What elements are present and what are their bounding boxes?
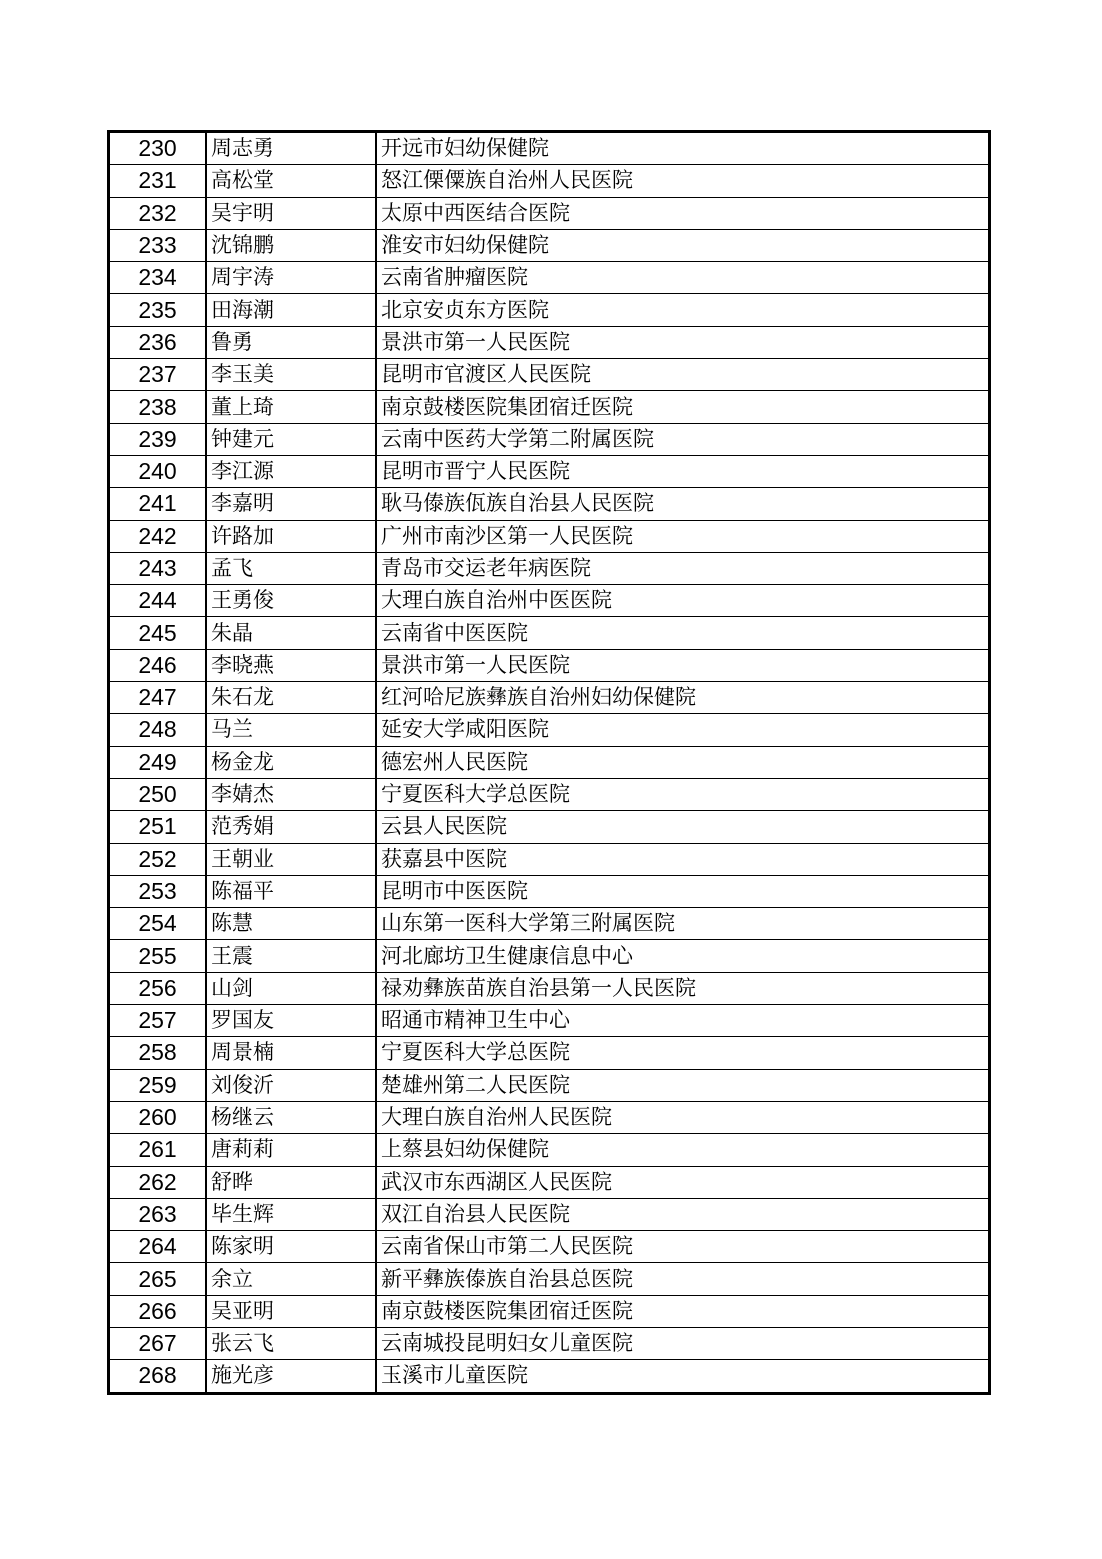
person-name-cell: 吴亚明 — [206, 1295, 376, 1327]
person-name-cell: 杨继云 — [206, 1101, 376, 1133]
row-number-cell: 245 — [109, 617, 207, 649]
table-row — [109, 165, 990, 197]
row-number-cell: 237 — [109, 359, 207, 391]
row-number-cell: 252 — [109, 843, 207, 875]
organization-cell: 武汉市东西湖区人民医院 — [376, 1166, 990, 1198]
row-number-cell: 256 — [109, 972, 207, 1004]
table-row — [109, 617, 990, 649]
row-number-cell: 261 — [109, 1134, 207, 1166]
person-name-cell: 马兰 — [206, 714, 376, 746]
table-row — [109, 1069, 990, 1101]
person-name-cell: 范秀娟 — [206, 811, 376, 843]
table-row — [109, 585, 990, 617]
table-row — [109, 875, 990, 907]
table-row — [109, 132, 990, 165]
table-row — [109, 294, 990, 326]
table-row — [109, 1134, 990, 1166]
person-name-cell: 周景楠 — [206, 1037, 376, 1069]
table-row — [109, 972, 990, 1004]
table-row — [109, 1101, 990, 1133]
person-name-cell: 舒晔 — [206, 1166, 376, 1198]
table-row — [109, 843, 990, 875]
row-number-cell: 250 — [109, 778, 207, 810]
organization-cell: 云南省肿瘤医院 — [376, 262, 990, 294]
organization-cell: 双江自治县人民医院 — [376, 1198, 990, 1230]
table-row — [109, 940, 990, 972]
person-name-cell: 王勇俊 — [206, 585, 376, 617]
table-row — [109, 262, 990, 294]
row-number-cell: 234 — [109, 262, 207, 294]
person-name-cell: 李晓燕 — [206, 649, 376, 681]
organization-cell: 景洪市第一人民医院 — [376, 326, 990, 358]
table-row — [109, 391, 990, 423]
row-number-cell: 246 — [109, 649, 207, 681]
person-name-cell: 李婧杰 — [206, 778, 376, 810]
organization-cell: 新平彝族傣族自治县总医院 — [376, 1263, 990, 1295]
person-name-cell: 李嘉明 — [206, 488, 376, 520]
table-row — [109, 1231, 990, 1263]
table-row — [109, 423, 990, 455]
row-number-cell: 249 — [109, 746, 207, 778]
organization-cell: 延安大学咸阳医院 — [376, 714, 990, 746]
person-name-cell: 李江源 — [206, 455, 376, 487]
person-name-cell: 钟建元 — [206, 423, 376, 455]
table-row — [109, 552, 990, 584]
table-row — [109, 1037, 990, 1069]
table-row — [109, 682, 990, 714]
organization-cell: 玉溪市儿童医院 — [376, 1360, 990, 1393]
organization-cell: 淮安市妇幼保健院 — [376, 229, 990, 261]
organization-cell: 南京鼓楼医院集团宿迁医院 — [376, 391, 990, 423]
table-row — [109, 520, 990, 552]
person-name-cell: 王朝业 — [206, 843, 376, 875]
organization-cell: 红河哈尼族彝族自治州妇幼保健院 — [376, 682, 990, 714]
table-row — [109, 326, 990, 358]
organization-cell: 大理白族自治州中医医院 — [376, 585, 990, 617]
table-row — [109, 746, 990, 778]
person-name-cell: 沈锦鹏 — [206, 229, 376, 261]
person-name-cell: 陈慧 — [206, 908, 376, 940]
person-name-cell: 朱石龙 — [206, 682, 376, 714]
row-number-cell: 235 — [109, 294, 207, 326]
row-number-cell: 239 — [109, 423, 207, 455]
person-name-cell: 李玉美 — [206, 359, 376, 391]
row-number-cell: 244 — [109, 585, 207, 617]
row-number-cell: 257 — [109, 1005, 207, 1037]
person-name-cell: 许路加 — [206, 520, 376, 552]
organization-cell: 云县人民医院 — [376, 811, 990, 843]
organization-cell: 开远市妇幼保健院 — [376, 132, 990, 165]
row-number-cell: 268 — [109, 1360, 207, 1393]
row-number-cell: 263 — [109, 1198, 207, 1230]
organization-cell: 广州市南沙区第一人民医院 — [376, 520, 990, 552]
table-row — [109, 649, 990, 681]
table-row — [109, 1198, 990, 1230]
person-name-cell: 毕生辉 — [206, 1198, 376, 1230]
person-name-cell: 王震 — [206, 940, 376, 972]
table-row — [109, 488, 990, 520]
organization-cell: 耿马傣族佤族自治县人民医院 — [376, 488, 990, 520]
person-name-cell: 唐莉莉 — [206, 1134, 376, 1166]
organization-cell: 云南中医药大学第二附属医院 — [376, 423, 990, 455]
organization-cell: 青岛市交运老年病医院 — [376, 552, 990, 584]
row-number-cell: 267 — [109, 1327, 207, 1359]
table-row — [109, 229, 990, 261]
row-number-cell: 258 — [109, 1037, 207, 1069]
organization-cell: 大理白族自治州人民医院 — [376, 1101, 990, 1133]
organization-cell: 昆明市官渡区人民医院 — [376, 359, 990, 391]
organization-cell: 云南省中医医院 — [376, 617, 990, 649]
roster-table-body — [109, 132, 990, 1394]
row-number-cell: 255 — [109, 940, 207, 972]
organization-cell: 宁夏医科大学总医院 — [376, 778, 990, 810]
table-row — [109, 455, 990, 487]
row-number-cell: 241 — [109, 488, 207, 520]
row-number-cell: 240 — [109, 455, 207, 487]
person-name-cell: 吴宇明 — [206, 197, 376, 229]
table-row — [109, 714, 990, 746]
row-number-cell: 259 — [109, 1069, 207, 1101]
row-number-cell: 260 — [109, 1101, 207, 1133]
person-name-cell: 周志勇 — [206, 132, 376, 165]
table-row — [109, 811, 990, 843]
organization-cell: 获嘉县中医院 — [376, 843, 990, 875]
row-number-cell: 264 — [109, 1231, 207, 1263]
organization-cell: 河北廊坊卫生健康信息中心 — [376, 940, 990, 972]
table-row — [109, 1295, 990, 1327]
person-name-cell: 孟飞 — [206, 552, 376, 584]
row-number-cell: 248 — [109, 714, 207, 746]
table-row — [109, 197, 990, 229]
row-number-cell: 233 — [109, 229, 207, 261]
row-number-cell: 243 — [109, 552, 207, 584]
person-name-cell: 周宇涛 — [206, 262, 376, 294]
roster-table — [107, 130, 991, 1395]
row-number-cell: 247 — [109, 682, 207, 714]
organization-cell: 南京鼓楼医院集团宿迁医院 — [376, 1295, 990, 1327]
organization-cell: 太原中西医结合医院 — [376, 197, 990, 229]
person-name-cell: 陈福平 — [206, 875, 376, 907]
organization-cell: 景洪市第一人民医院 — [376, 649, 990, 681]
organization-cell: 昆明市中医医院 — [376, 875, 990, 907]
person-name-cell: 余立 — [206, 1263, 376, 1295]
organization-cell: 禄劝彝族苗族自治县第一人民医院 — [376, 972, 990, 1004]
person-name-cell: 张云飞 — [206, 1327, 376, 1359]
table-row — [109, 359, 990, 391]
row-number-cell: 231 — [109, 165, 207, 197]
organization-cell: 德宏州人民医院 — [376, 746, 990, 778]
table-row — [109, 1327, 990, 1359]
person-name-cell: 鲁勇 — [206, 326, 376, 358]
table-row — [109, 1263, 990, 1295]
person-name-cell: 杨金龙 — [206, 746, 376, 778]
person-name-cell: 董上琦 — [206, 391, 376, 423]
row-number-cell: 265 — [109, 1263, 207, 1295]
organization-cell: 昆明市晋宁人民医院 — [376, 455, 990, 487]
row-number-cell: 251 — [109, 811, 207, 843]
person-name-cell: 山剑 — [206, 972, 376, 1004]
row-number-cell: 230 — [109, 132, 207, 165]
organization-cell: 山东第一医科大学第三附属医院 — [376, 908, 990, 940]
row-number-cell: 238 — [109, 391, 207, 423]
row-number-cell: 236 — [109, 326, 207, 358]
person-name-cell: 朱晶 — [206, 617, 376, 649]
organization-cell: 昭通市精神卫生中心 — [376, 1005, 990, 1037]
organization-cell: 怒江傈僳族自治州人民医院 — [376, 165, 990, 197]
row-number-cell: 253 — [109, 875, 207, 907]
person-name-cell: 施光彦 — [206, 1360, 376, 1393]
organization-cell: 北京安贞东方医院 — [376, 294, 990, 326]
table-row — [109, 1360, 990, 1393]
row-number-cell: 254 — [109, 908, 207, 940]
person-name-cell: 陈家明 — [206, 1231, 376, 1263]
person-name-cell: 刘俊沂 — [206, 1069, 376, 1101]
person-name-cell: 高松堂 — [206, 165, 376, 197]
table-row — [109, 1166, 990, 1198]
row-number-cell: 266 — [109, 1295, 207, 1327]
organization-cell: 云南城投昆明妇女儿童医院 — [376, 1327, 990, 1359]
roster-sheet — [107, 130, 991, 1395]
organization-cell: 宁夏医科大学总医院 — [376, 1037, 990, 1069]
person-name-cell: 罗国友 — [206, 1005, 376, 1037]
organization-cell: 上蔡县妇幼保健院 — [376, 1134, 990, 1166]
row-number-cell: 262 — [109, 1166, 207, 1198]
row-number-cell: 242 — [109, 520, 207, 552]
table-row — [109, 908, 990, 940]
organization-cell: 云南省保山市第二人民医院 — [376, 1231, 990, 1263]
person-name-cell: 田海潮 — [206, 294, 376, 326]
table-row — [109, 778, 990, 810]
table-row — [109, 1005, 990, 1037]
row-number-cell: 232 — [109, 197, 207, 229]
organization-cell: 楚雄州第二人民医院 — [376, 1069, 990, 1101]
